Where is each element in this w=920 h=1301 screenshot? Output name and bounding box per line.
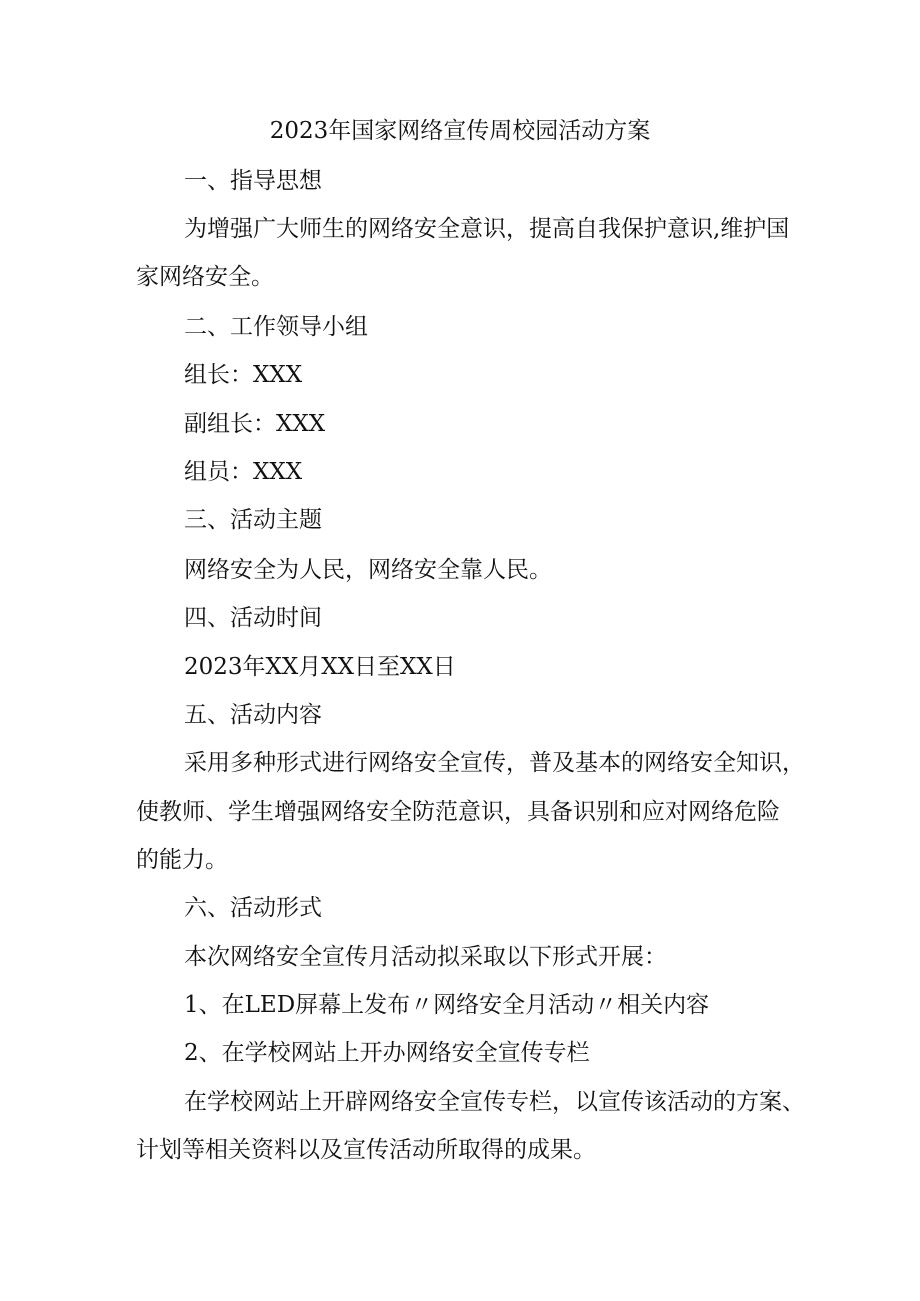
group-leader: 组长：XXX: [184, 362, 303, 388]
section-6-item-1: 1、在LED屏幕上发布〃网络安全月活动〃相关内容: [184, 992, 710, 1018]
section-5-paragraph-line: 的能力。: [136, 847, 228, 873]
group-members: 组员：XXX: [184, 459, 303, 485]
activity-theme: 网络安全为人民，网络安全靠人民。: [184, 557, 552, 583]
group-deputy-leader: 副组长：XXX: [184, 411, 326, 437]
section-6-paragraph-line: 在学校网站上开辟网络安全宣传专栏，以宣传该活动的方案、: [184, 1089, 805, 1115]
section-5-heading: 五、活动内容: [184, 702, 322, 728]
section-1-paragraph-line: 为增强广大师生的网络安全意识，提高自我保护意识,维护国: [184, 216, 790, 242]
section-5-paragraph-line: 使教师、学生增强网络安全防范意识，具备识别和应对网络危险: [136, 799, 780, 825]
section-6-item-2: 2、在学校网站上开办网络安全宣传专栏: [184, 1040, 590, 1066]
section-6-intro: 本次网络安全宣传月活动拟采取以下形式开展：: [184, 944, 667, 970]
section-4-heading: 四、活动时间: [184, 605, 322, 631]
section-6-heading: 六、活动形式: [184, 895, 322, 921]
document-title: 2023年国家网络宣传周校园活动方案: [269, 118, 651, 144]
section-5-paragraph-line: 采用多种形式进行网络安全宣传，普及基本的网络安全知识，: [184, 750, 805, 776]
section-1-paragraph-line: 家网络安全。: [136, 264, 274, 290]
section-3-heading: 三、活动主题: [184, 507, 322, 533]
section-6-paragraph-line: 计划等相关资料以及宣传活动所取得的成果。: [136, 1137, 596, 1163]
section-2-heading: 二、工作领导小组: [184, 314, 368, 340]
section-1-heading: 一、指导思想: [184, 168, 322, 194]
activity-time: 2023年XX月XX日至XX日: [184, 654, 456, 680]
